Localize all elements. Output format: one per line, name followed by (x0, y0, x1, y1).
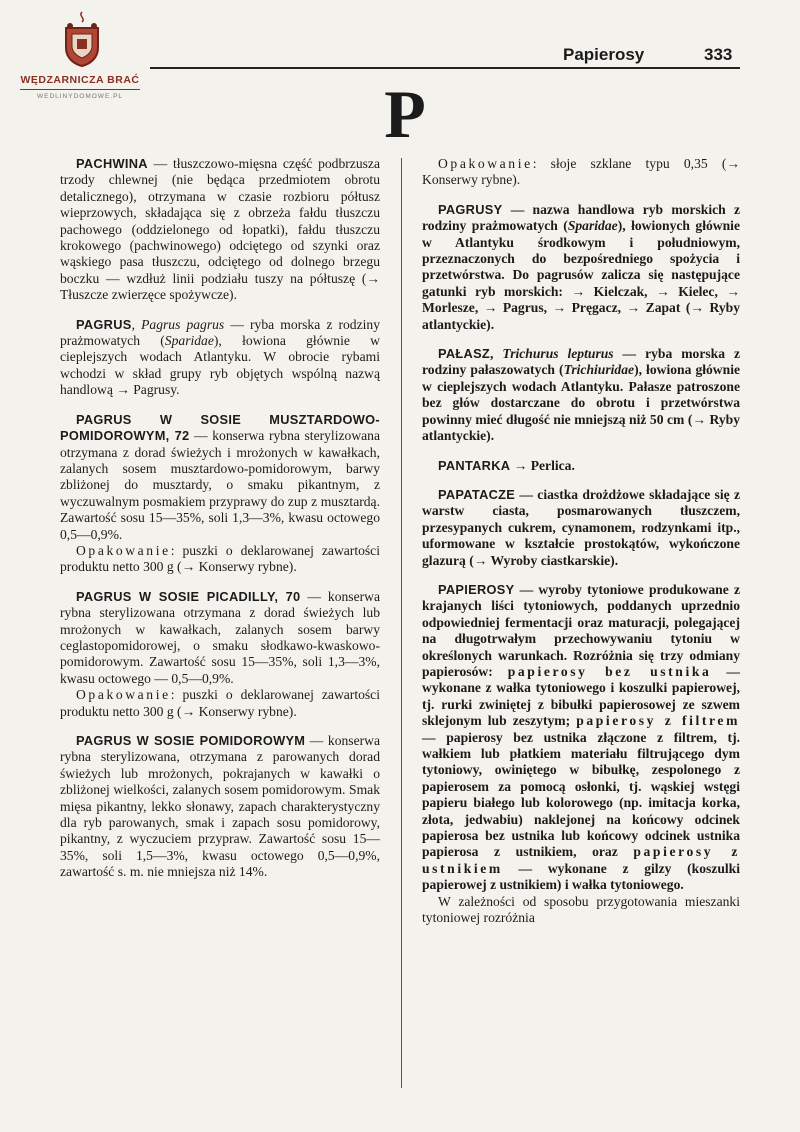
packaging-text: : puszki o deklarowanej zawartości produktu netto 300 g (→ Konserwy rybne). (60, 542, 380, 575)
definition: — konserwa rybna sterylizowana otrzymana z dorad świeżych lub mrożonych w kawałkach, zalanych sosem barwy ceglastopomidorowej, o smaku słodkawo-kwaskowo-pomidorowym. Zawartość sosu 15—35%, soli 1,3—3%, kwasu octowego — 0,5—0,9%. (60, 588, 381, 686)
entry-pantarka (422, 458, 740, 474)
entry-pagrus-picadilly (60, 589, 380, 687)
crest-icon (60, 10, 104, 68)
term-spaced: papierosy z ustnikiem (422, 844, 741, 876)
term-spaced: papierosy z filtrem (576, 713, 740, 729)
entry-papatacze (422, 487, 740, 569)
headword: PAŁASZ (438, 346, 491, 362)
definition: — konserwa rybna sterylizowana, otrzymana z parowanych dorad świeżych lub mrożonych, pokrajanych w kawałki o zbliżonej wielkości, zalanych sosem pomidorowym. Smak mięsa pikantny, lekko słonawy, zapach charakterystyczny dla ryb parowanych, smak i zapach sosu pomidorowy, pikantny, z wyczuciem przypraw. Zawartość sosu 15—35%, soli 1,5—3%, kwasu octowego 0,5—0,9%, zawartość s. m. nie mniejsza niż 14%. (60, 733, 381, 880)
definition: — tłuszczowo-mięsna część podbrzusza trzody chlewnej (nie będąca przedmiotem obrotu detalicznego), otrzymana w czasie rozbioru półtusz wieprzowych, składająca się z obrzeża fałdu tłuszczu pachowego (oddzielonego od łopatki), fałdu tłuszczu krokowego (pachwinowego) odciętego od szynki oraz wąskiego pasa tłuszczu, odciętego od dolnego brzegu boczku — wzdłuż linii podziału tuszy na półtuszę (→ Tłuszcze zwierzęce spożywcze). (60, 156, 380, 303)
headword: PAPATACZE (438, 486, 516, 502)
entry-palasz: PAŁASZ, Trichurus lepturus — ryba morska z rodziny pałaszowatych (Trichiuridae), łowiona głównie w cieplejszych wodach Atlantyku. Pałasze patroszone bez głów dostarczane do obrotu i przetwórstwa powinny mieć długość nie mniejszą niż 50 cm (→ Ryby atlantyckie). (422, 346, 740, 444)
section-letter: P (384, 76, 426, 152)
definition: — nazwa handlowa ryb morskich z rodziny prażmowatych ( (422, 201, 740, 234)
definition: — ciastka drożdżowe składające się z warstw ciasta, posmarowanych tłuszczem, przesypanych cukrem, cynamonem, rodzynkami itp., uformowane w kształcie prostokątów, wykończone glazurą (→ Wyroby ciastkarskie). (422, 486, 740, 568)
continuation-text: W zależności od sposobu przygotowania mieszanki tytoniowej rozróżnia (422, 893, 740, 926)
right-column (422, 156, 740, 926)
definition: — konserwa rybna sterylizowana otrzymana z dorad świeżych i mrożonych w kawałkach, zalanych sosem musztardowo-pomidorowym, barwy zbliżonej do musztardy, o smaku pikantnym, z wyczuwalnym posmakiem przyprawy do zup z musztardą. Zawartość sosu 15—35%, soli 1,3—3%, kwasu octowego 0,5—0,9%. (60, 428, 380, 542)
definition: — wyroby tytoniowe produkowane z krajanych liści tytoniowych, poddanych uprzednio odpowiedniej fermentacji oraz maturacji, polegającej na długotrwałym przechowywaniu tytoniu w określonych warunkach. Rozróżnia się trzy odmiany papierosów: (422, 581, 740, 679)
left-column (60, 156, 380, 881)
headword: PAPIEROSY (438, 581, 515, 597)
packaging-note (60, 543, 380, 576)
publisher-logo (14, 10, 146, 100)
entry-pagrus-pomidorowym (60, 733, 380, 881)
logo-rule (20, 89, 140, 90)
term-spaced: papierosy bez ustnika (507, 663, 712, 679)
definition: — ryba morska z rodziny prażmowatych ( (60, 316, 380, 349)
family-name: Trichiuridae (563, 362, 635, 378)
headword: PAGRUS W SOSIE PICADILLY, 70 (76, 588, 301, 604)
latin-name: Pagrus pagrus (141, 316, 225, 332)
entry-pagrus: PAGRUS, Pagrus pagrus — ryba morska z rodziny prażmowatych (Sparidae), łowiona głównie w cieplejszych wodach Atlantyku. W obrocie rybami wchodzi w skład grupy ryb objętych wspólną nazwą handlową → Pagrusy. (60, 316, 380, 398)
logo-name: WĘDZARNICZA BRAĆ (20, 74, 140, 86)
headword: PANTARKA (438, 457, 511, 473)
definition: — ryba morska z rodziny pałaszowatych ( (422, 346, 740, 378)
latin-name: Trichurus lepturus (502, 346, 614, 362)
entry-pagrus-musztardowo (60, 412, 380, 543)
family-name: Sparidae (567, 218, 618, 234)
page-number: 333 (704, 45, 733, 64)
headword: PAGRUS W SOSIE MUSZTARDOWO-POMIDOROWYM, 72 (60, 411, 380, 444)
definition: — wykonane z gilzy (koszulki papierowej z ustnikiem) i wałka tytoniowego. (422, 860, 740, 893)
definition: — papierosy bez ustnika złączone z filtrem, tj. wałkiem lub płatkiem materiału filtrującego dym tytoniowy, owiniętego w bibułkę, zespolonego z papierosem za pomocą osłonki, tj. wąskiej wstęgi papieru białego lub kolorowego (np. imitacja korka, złota, jedwabiu) naklejonej na końcowy odcinek papierosa bez ustnika lub końcowy odcinek ustnika papierosa z ustnikiem, oraz (422, 729, 740, 860)
definition: ), łowiona głównie w cieplejszych wodach Atlantyku. W obrocie rybami wchodzi w skład grupy ryb objętych wspólną nazwą handlową → Pagrusy. (60, 333, 380, 398)
column-divider (401, 158, 402, 1088)
family-name: Sparidae (164, 333, 214, 349)
headword: PACHWINA (76, 156, 148, 171)
logo-url: WEDLINYDOMOWE.PL (36, 93, 124, 100)
headword: PAGRUSY (438, 201, 503, 217)
definition: ), łowionych głównie w Atlantyku środkowym i południowym, przeznaczonych do bezpośredniego spożycia i przetwórstwa. Do pagrusów zalicza się następujące gatunki ryb morskich: → Kielczak, → Kielec, → Morlesze, → Pagrus, → Pręgacz, → Zapat (→ Ryby atlantyckie). (422, 218, 740, 332)
packaging-label: Opakowanie (438, 156, 533, 171)
packaging-label: Opakowanie (76, 542, 171, 558)
packaging-text: : puszki o deklarowanej zawartości produktu netto 300 g (→ Konserwy rybne). (60, 687, 380, 719)
running-title: Papierosy (563, 45, 645, 64)
definition: → Perlica. (510, 457, 575, 473)
packaging-note (422, 156, 740, 189)
entry-pachwina (60, 156, 380, 304)
packaging-text: : słoje szklane typu 0,35 (→ Konserwy rybne). (422, 156, 740, 188)
header-rule (150, 67, 740, 69)
packaging-note (60, 687, 380, 720)
continuation-paragraph (422, 894, 740, 927)
headword: PAGRUS (76, 316, 132, 332)
definition: ), łowiona głównie w cieplejszych wodach Atlantyku. Pałasze patroszone bez głów dostarczane do obrotu i przetwórstwa powinny mieć długość nie mniejszą niż 50 cm (→ Ryby atlantyckie). (422, 362, 740, 444)
entry-papierosy (422, 582, 740, 894)
headword: PAGRUS W SOSIE POMIDOROWYM (76, 733, 306, 748)
packaging-label: Opakowanie (76, 687, 171, 703)
definition: — wykonane z wałka tytoniowego i koszulki papierowej, tj. rurki zwiniętej z bibułki papierosowej ze szwem sklejonym lub zeszytym; (422, 663, 740, 729)
entry-pagrusy (422, 202, 740, 333)
